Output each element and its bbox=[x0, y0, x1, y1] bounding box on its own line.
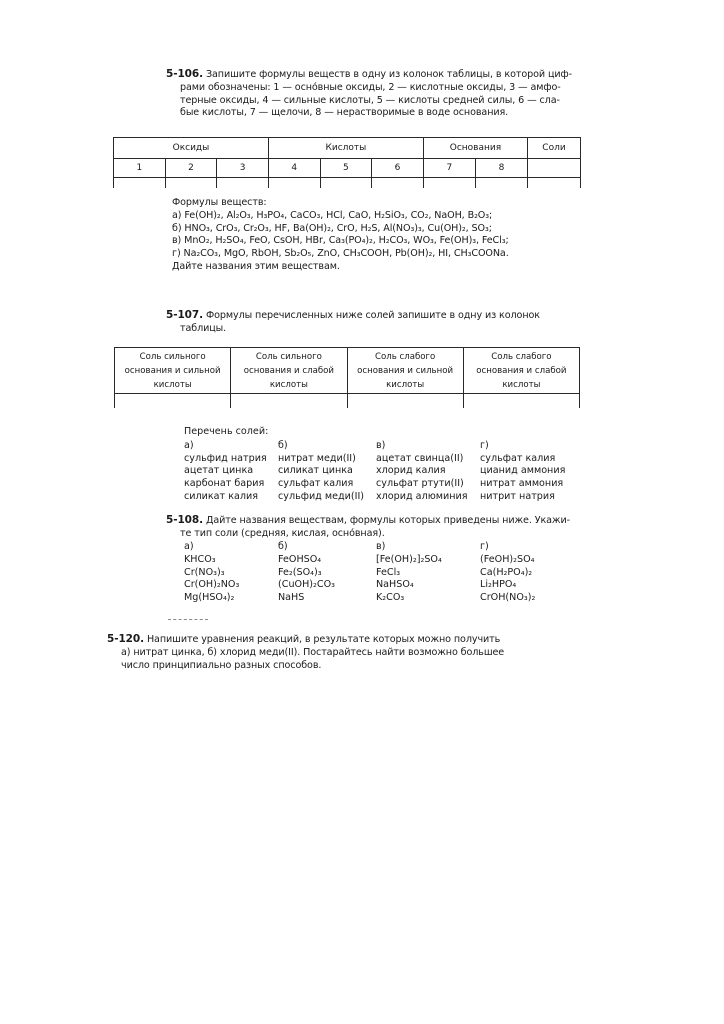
classification-table bbox=[113, 137, 581, 188]
formula-item: (CuOH)₂CO₃ bbox=[278, 579, 335, 591]
problem-5-107 bbox=[166, 309, 586, 336]
header-weak-base-strong-acid bbox=[347, 348, 463, 394]
col-2: 2 bbox=[165, 159, 217, 178]
col-label: б) bbox=[278, 439, 288, 451]
salts-col-v bbox=[376, 440, 480, 504]
col-label: а) bbox=[184, 541, 194, 552]
problem-text-line: таблицы. bbox=[180, 322, 227, 334]
formula-item: Cr(NO₃)₃ bbox=[184, 566, 225, 578]
empty-cell bbox=[423, 178, 475, 188]
formula-item: Ca(H₂PO₄)₂ bbox=[480, 566, 533, 578]
col-8: 8 bbox=[475, 159, 527, 178]
salts-col-a bbox=[184, 440, 278, 504]
header-acids: Кислоты bbox=[268, 138, 423, 159]
problem-text-line: рами обозначены: 1 — осно́вные оксиды, 2 — кислотные оксиды, 3 — амфо- bbox=[180, 81, 561, 93]
problem-5-120 bbox=[107, 633, 557, 672]
formula-item: Li₂HPO₄ bbox=[480, 579, 517, 591]
formula-item: NaHSO₄ bbox=[376, 579, 414, 591]
formulas-col-v bbox=[376, 541, 480, 605]
col-label: в) bbox=[376, 439, 386, 451]
list-item: силикат цинка bbox=[278, 465, 353, 477]
header-line: кислоты bbox=[386, 379, 425, 390]
problem-text-line: Дайте названия веществам, формулы которых приведены ниже. Укажи- bbox=[205, 515, 570, 526]
empty-cell bbox=[165, 178, 217, 188]
formulas-heading: Формулы веществ: bbox=[172, 197, 267, 208]
header-line: кислоты bbox=[153, 379, 192, 390]
salts-list bbox=[184, 426, 594, 504]
empty-cell bbox=[528, 178, 581, 188]
col-7: 7 bbox=[423, 159, 475, 178]
formula-item: K₂CO₃ bbox=[376, 592, 405, 604]
formula-item: FeOHSO₄ bbox=[278, 553, 322, 565]
problem-text-line: терные оксиды, 4 — сильные кислоты, 5 — кислоты средней силы, 6 — сла- bbox=[180, 94, 560, 106]
header-line: основания и сильной bbox=[357, 365, 454, 376]
problem-text-line: Напишите уравнения реакций, в результате которых можно получить bbox=[146, 634, 501, 645]
problem-5-106 bbox=[166, 68, 586, 120]
salts-list-heading: Перечень солей: bbox=[184, 426, 269, 437]
formulas-block bbox=[172, 197, 592, 274]
empty-cell bbox=[115, 394, 231, 408]
problem-text-line: а) нитрат цинка, б) хлорид меди(II). Постарайтесь найти возможно большее bbox=[121, 646, 505, 658]
empty-cell bbox=[268, 178, 320, 188]
header-weak-base-weak-acid bbox=[463, 348, 579, 394]
col-label: г) bbox=[480, 439, 489, 451]
formulas-108-columns bbox=[184, 541, 594, 605]
salts-col-g bbox=[480, 440, 580, 504]
header-oxides: Оксиды bbox=[114, 138, 269, 159]
list-item: ацетат цинка bbox=[184, 465, 254, 477]
header-line: Соль слабого bbox=[374, 351, 436, 362]
list-item: сульфат калия bbox=[278, 478, 354, 490]
formulas-line-a: а) Fe(OH)₂, Al₂O₃, H₃PO₄, CaCO₃, HCl, CaO, H₂SiO₃, CO₂, NaOH, B₂O₃; bbox=[172, 209, 493, 221]
formula-item: KHCO₃ bbox=[184, 553, 216, 565]
problem-text-line: Запишите формулы веществ в одну из колонок таблицы, в которой циф- bbox=[205, 69, 573, 80]
empty-cell bbox=[217, 178, 269, 188]
formula-item: FeCl₃ bbox=[376, 566, 401, 578]
header-line: основания и сильной bbox=[124, 365, 221, 376]
list-item: ацетат свинца(II) bbox=[376, 452, 464, 464]
header-strong-base-weak-acid bbox=[231, 348, 347, 394]
header-salts: Соли bbox=[528, 138, 581, 159]
list-item: нитрат аммония bbox=[480, 478, 564, 490]
list-item: сульфат калия bbox=[480, 452, 556, 464]
empty-cell bbox=[114, 178, 166, 188]
problem-text-line: те тип соли (средняя, кислая, осно́вная). bbox=[180, 527, 385, 539]
list-item: карбонат бария bbox=[184, 478, 265, 490]
problem-5-108 bbox=[166, 514, 586, 541]
empty-cell bbox=[475, 178, 527, 188]
formula-item: [Fe(OH)₂]₂SO₄ bbox=[376, 553, 442, 565]
list-item: нитрит натрия bbox=[480, 490, 555, 502]
col-label: в) bbox=[376, 541, 386, 552]
list-item: сульфат ртути(II) bbox=[376, 478, 464, 490]
col-5: 5 bbox=[320, 159, 372, 178]
col-label: б) bbox=[278, 541, 288, 552]
header-line: кислоты bbox=[502, 379, 541, 390]
problem-number: 5-120. bbox=[107, 633, 144, 645]
formulas-line-b: б) HNO₃, CrO₃, Cr₂O₃, HF, Ba(OH)₂, CrO, H₂S, Al(NO₃)₃, Cu(OH)₂, SO₃; bbox=[172, 222, 492, 234]
header-line: Соль сильного bbox=[139, 351, 206, 362]
list-item: сульфид натрия bbox=[184, 452, 267, 464]
formula-item: NaHS bbox=[278, 592, 305, 604]
list-item: цианид аммония bbox=[480, 465, 566, 477]
formulas-line-g: г) Na₂CO₃, MgO, RbOH, Sb₂O₅, ZnO, CH₃COOH, Pb(OH)₂, HI, CH₃COONa. bbox=[172, 248, 509, 260]
problem-number: 5-106. bbox=[166, 68, 203, 80]
header-line: основания и слабой bbox=[243, 365, 334, 376]
list-item: хлорид алюминия bbox=[376, 490, 468, 502]
col-6: 6 bbox=[372, 159, 424, 178]
empty-cell bbox=[320, 178, 372, 188]
header-line: Соль сильного bbox=[255, 351, 322, 362]
col-4: 4 bbox=[268, 159, 320, 178]
formulas-col-b bbox=[278, 541, 376, 605]
col-3: 3 bbox=[217, 159, 269, 178]
salts-list-columns bbox=[184, 440, 594, 504]
empty-cell bbox=[372, 178, 424, 188]
formulas-col-a bbox=[184, 541, 278, 605]
problem-text-line: число принципиально разных способов. bbox=[121, 659, 322, 671]
problem-text-line: Формулы перечисленных ниже солей запишите в одну из колонок bbox=[205, 310, 540, 321]
formula-item: Cr(OH)₂NO₃ bbox=[184, 579, 240, 591]
salts-table bbox=[114, 347, 580, 408]
col-1: 1 bbox=[114, 159, 166, 178]
empty-cell bbox=[231, 394, 347, 408]
problem-number: 5-107. bbox=[166, 309, 203, 321]
salts-col-b bbox=[278, 440, 376, 504]
header-line: основания и слабой bbox=[476, 365, 567, 376]
formulas-line-v: в) MnO₂, H₂SO₄, FeO, CsOH, HBr, Ca₃(PO₄)₂, H₂CO₃, WO₃, Fe(OH)₃, FeCl₃; bbox=[172, 235, 509, 247]
formula-item: Mg(HSO₄)₂ bbox=[184, 592, 235, 604]
formulas-108 bbox=[184, 541, 594, 605]
formula-item: Fe₂(SO₄)₃ bbox=[278, 566, 322, 578]
empty-cell bbox=[347, 394, 463, 408]
formula-item: (FeOH)₂SO₄ bbox=[480, 553, 535, 565]
scan-artifact-divider bbox=[168, 619, 208, 620]
header-bases: Основания bbox=[423, 138, 527, 159]
formula-item: CrOH(NO₃)₂ bbox=[480, 592, 536, 604]
list-item: хлорид калия bbox=[376, 465, 446, 477]
header-line: кислоты bbox=[269, 379, 308, 390]
problem-number: 5-108. bbox=[166, 514, 203, 526]
formulas-closing: Дайте названия этим веществам. bbox=[172, 260, 340, 272]
header-strong-base-strong-acid bbox=[115, 348, 231, 394]
col-label: г) bbox=[480, 541, 489, 552]
empty-cell bbox=[463, 394, 579, 408]
list-item: силикат калия bbox=[184, 490, 259, 502]
formulas-col-g bbox=[480, 541, 580, 605]
col-label: а) bbox=[184, 439, 194, 451]
list-item: сульфид меди(II) bbox=[278, 490, 365, 502]
col-salts bbox=[528, 159, 581, 178]
header-line: Соль слабого bbox=[491, 351, 552, 362]
problem-text-line: бые кислоты, 7 — щелочи, 8 — нерастворимые в воде основания. bbox=[180, 107, 509, 119]
list-item: нитрат меди(II) bbox=[278, 452, 356, 464]
